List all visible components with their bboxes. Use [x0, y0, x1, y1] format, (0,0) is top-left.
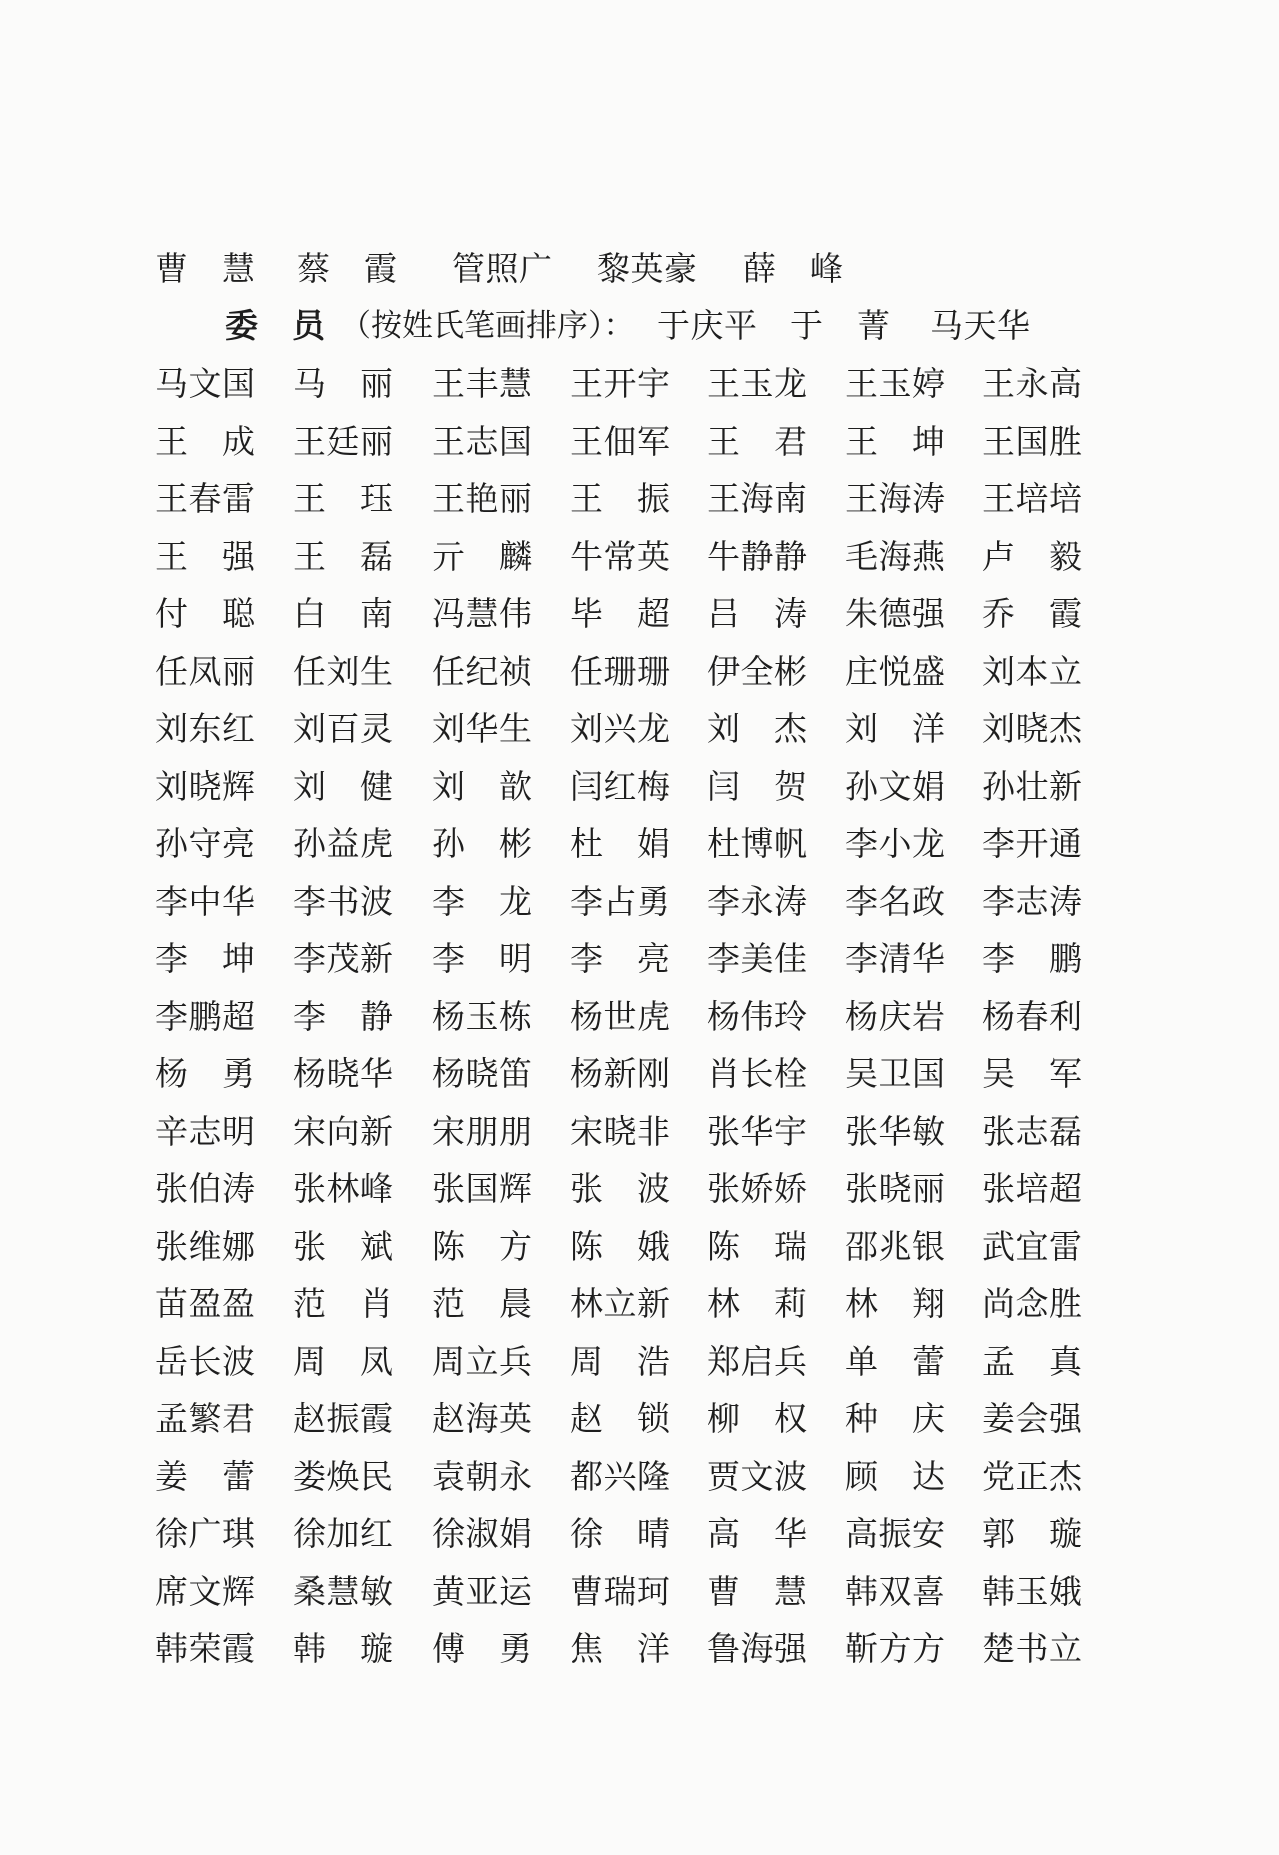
name-cell: 王 佃 军 [570, 422, 670, 461]
name-cell: 王 国 胜 [982, 422, 1082, 461]
name-cell: 单 蕾 [845, 1342, 945, 1381]
name-cell: 林 莉 [707, 1284, 807, 1323]
name-cell: 刘 本 立 [982, 652, 1082, 691]
name-cell: 赵 振 霞 [293, 1399, 393, 1438]
name-cell: 卢 毅 [982, 537, 1082, 576]
name-cell: 席 文 辉 [155, 1572, 255, 1611]
name-cell: 亓 麟 [432, 537, 532, 576]
name-cell: 李 明 [432, 939, 532, 978]
name-cell: 孙 壮 新 [982, 767, 1082, 806]
name-cell: 毕 超 [570, 594, 670, 633]
name-cell: 薛 峰 [743, 249, 843, 288]
name-cell: 李 鹏 [982, 939, 1082, 978]
name-cell: 李 鹏 超 [155, 997, 255, 1036]
name-cell: 傅 勇 [432, 1629, 532, 1668]
name-cell: 王 玉 婷 [845, 364, 945, 403]
name-cell: 杨 春 利 [982, 997, 1082, 1036]
name-cell: 王 廷 丽 [293, 422, 393, 461]
name-cell: 张 培 超 [982, 1169, 1082, 1208]
name-cell: 辛 志 明 [155, 1112, 255, 1151]
name-cell: 王 珏 [293, 479, 393, 518]
name-cell: 张 伯 涛 [155, 1169, 255, 1208]
name-cell: 黎 英 豪 [597, 249, 697, 288]
name-cell: 张 维 娜 [155, 1227, 255, 1266]
name-cell: 杨 勇 [155, 1054, 255, 1093]
name-cell: 李 亮 [570, 939, 670, 978]
name-cell: 吕 涛 [707, 594, 807, 633]
name-cell: 马 丽 [293, 364, 393, 403]
name-cell: 杨 世 虎 [570, 997, 670, 1036]
name-cell: 毛 海 燕 [845, 537, 945, 576]
name-cell: 王 磊 [293, 537, 393, 576]
name-cell: 孟 繁 君 [155, 1399, 255, 1438]
name-cell: 娄 焕 民 [293, 1457, 393, 1496]
name-cell: 宋 晓 非 [570, 1112, 670, 1151]
name-cell: 李 坤 [155, 939, 255, 978]
name-cell: 孙 彬 [432, 824, 532, 863]
name-cell: 贾 文 波 [707, 1457, 807, 1496]
name-cell: 于 菁 [790, 306, 890, 345]
name-cell: 王 开 宇 [570, 364, 670, 403]
name-cell: 党 正 杰 [982, 1457, 1082, 1496]
name-cell: 孙 益 虎 [293, 824, 393, 863]
name-cell: 李 中 华 [155, 882, 255, 921]
name-cell: 杨 新 刚 [570, 1054, 670, 1093]
name-cell: 刘 东 红 [155, 709, 255, 748]
name-cell: 岳 长 波 [155, 1342, 255, 1381]
name-cell: 王 志 国 [432, 422, 532, 461]
name-cell: 杨 晓 华 [293, 1054, 393, 1093]
name-cell: 刘 歆 [432, 767, 532, 806]
name-cell: 王 培 培 [982, 479, 1082, 518]
name-cell: 焦 洋 [570, 1629, 670, 1668]
name-cell: 孙 文 娟 [845, 767, 945, 806]
name-cell: 尚 念 胜 [982, 1284, 1082, 1323]
name-cell: 刘 百 灵 [293, 709, 393, 748]
name-cell: 李 开 通 [982, 824, 1082, 863]
name-cell: 范 晨 [432, 1284, 532, 1323]
name-cell: 黄 亚 运 [432, 1572, 532, 1611]
name-cell: 孟 真 [982, 1342, 1082, 1381]
name-cell: 武 宜 雷 [982, 1227, 1082, 1266]
name-cell: 郭 璇 [982, 1514, 1082, 1553]
sorting-note: （按姓氏笔画排序）： [340, 308, 635, 344]
name-cell: 刘 晓 杰 [982, 709, 1082, 748]
name-cell: 管 照 广 [452, 249, 552, 288]
name-cell: 郑 启 兵 [707, 1342, 807, 1381]
name-cell: 刘 晓 辉 [155, 767, 255, 806]
name-cell: 李 静 [293, 997, 393, 1036]
name-cell: 陈 娥 [570, 1227, 670, 1266]
name-cell: 韩 荣 霞 [155, 1629, 255, 1668]
name-cell: 楚 书 立 [982, 1629, 1082, 1668]
name-cell: 李 书 波 [293, 882, 393, 921]
name-cell: 闫 红 梅 [570, 767, 670, 806]
name-cell: 吴 卫 国 [845, 1054, 945, 1093]
name-cell: 蔡 霞 [297, 249, 397, 288]
name-cell: 都 兴 隆 [570, 1457, 670, 1496]
name-cell: 李 永 涛 [707, 882, 807, 921]
name-cell: 马 天 华 [930, 306, 1030, 345]
name-cell: 赵 海 英 [432, 1399, 532, 1438]
name-cell: 杨 玉 栋 [432, 997, 532, 1036]
name-cell: 高 振 安 [845, 1514, 945, 1553]
name-cell: 顾 达 [845, 1457, 945, 1496]
name-cell: 朱 德 强 [845, 594, 945, 633]
name-cell: 韩 双 喜 [845, 1572, 945, 1611]
name-cell: 王 玉 龙 [707, 364, 807, 403]
name-cell: 陈 瑞 [707, 1227, 807, 1266]
name-cell: 孙 守 亮 [155, 824, 255, 863]
name-cell: 李 清 华 [845, 939, 945, 978]
name-cell: 王 海 涛 [845, 479, 945, 518]
name-cell: 白 南 [293, 594, 393, 633]
name-cell: 柳 权 [707, 1399, 807, 1438]
name-cell: 王 振 [570, 479, 670, 518]
name-cell: 徐 淑 娟 [432, 1514, 532, 1553]
name-cell: 杜 博 帆 [707, 824, 807, 863]
name-cell: 靳 方 方 [845, 1629, 945, 1668]
name-cell: 张 波 [570, 1169, 670, 1208]
name-cell: 李 小 龙 [845, 824, 945, 863]
name-cell: 种 庆 [845, 1399, 945, 1438]
name-cell: 王 强 [155, 537, 255, 576]
name-cell: 刘 健 [293, 767, 393, 806]
name-cell: 林 立 新 [570, 1284, 670, 1323]
name-cell: 刘 洋 [845, 709, 945, 748]
name-cell: 桑 慧 敏 [293, 1572, 393, 1611]
name-cell: 李 龙 [432, 882, 532, 921]
name-cell: 刘 杰 [707, 709, 807, 748]
name-cell: 林 翔 [845, 1284, 945, 1323]
name-cell: 刘 兴 龙 [570, 709, 670, 748]
name-cell: 韩 玉 娥 [982, 1572, 1082, 1611]
name-cell: 周 立 兵 [432, 1342, 532, 1381]
name-cell: 李 名 政 [845, 882, 945, 921]
name-cell: 肖 长 栓 [707, 1054, 807, 1093]
name-cell: 牛 静 静 [707, 537, 807, 576]
name-cell: 任 珊 珊 [570, 652, 670, 691]
name-cell: 马 文 国 [155, 364, 255, 403]
name-cell: 高 华 [707, 1514, 807, 1553]
name-cell: 宋 朋 朋 [432, 1112, 532, 1151]
name-cell: 张 国 辉 [432, 1169, 532, 1208]
name-cell: 周 凤 [293, 1342, 393, 1381]
name-cell: 徐 广 琪 [155, 1514, 255, 1553]
name-cell: 王 成 [155, 422, 255, 461]
name-cell: 张 志 磊 [982, 1112, 1082, 1151]
name-cell: 杨 晓 笛 [432, 1054, 532, 1093]
name-cell: 鲁 海 强 [707, 1629, 807, 1668]
name-cell: 范 肖 [293, 1284, 393, 1323]
name-cell: 张 晓 丽 [845, 1169, 945, 1208]
name-cell: 李 茂 新 [293, 939, 393, 978]
name-cell: 杜 娟 [570, 824, 670, 863]
name-cell: 曹 瑞 珂 [570, 1572, 670, 1611]
name-cell: 韩 璇 [293, 1629, 393, 1668]
name-cell: 冯 慧 伟 [432, 594, 532, 633]
name-cell: 王 丰 慧 [432, 364, 532, 403]
name-cell: 闫 贺 [707, 767, 807, 806]
name-cell: 邵 兆 银 [845, 1227, 945, 1266]
name-cell: 赵 锁 [570, 1399, 670, 1438]
name-cell: 姜 会 强 [982, 1399, 1082, 1438]
name-cell: 牛 常 英 [570, 537, 670, 576]
name-cell: 王 春 雷 [155, 479, 255, 518]
name-cell: 庄 悦 盛 [845, 652, 945, 691]
name-cell: 刘 华 生 [432, 709, 532, 748]
name-cell: 袁 朝 永 [432, 1457, 532, 1496]
name-cell: 张 华 敏 [845, 1112, 945, 1151]
name-cell: 曹 慧 [155, 249, 255, 288]
name-cell: 乔 霞 [982, 594, 1082, 633]
name-cell: 徐 晴 [570, 1514, 670, 1553]
name-cell: 姜 蕾 [155, 1457, 255, 1496]
name-cell: 任 刘 生 [293, 652, 393, 691]
name-cell: 付 聪 [155, 594, 255, 633]
name-cell: 杨 庆 岩 [845, 997, 945, 1036]
name-cell: 吴 军 [982, 1054, 1082, 1093]
name-cell: 任 纪 祯 [432, 652, 532, 691]
name-cell: 王 永 高 [982, 364, 1082, 403]
name-cell: 张 林 峰 [293, 1169, 393, 1208]
name-cell: 曹 慧 [707, 1572, 807, 1611]
name-cell: 李 占 勇 [570, 882, 670, 921]
committee-label: 委 员 [225, 306, 325, 345]
name-cell: 陈 方 [432, 1227, 532, 1266]
name-cell: 张 娇 娇 [707, 1169, 807, 1208]
name-cell: 李 志 涛 [982, 882, 1082, 921]
name-cell: 伊 全 彬 [707, 652, 807, 691]
name-cell: 张 华 宇 [707, 1112, 807, 1151]
name-cell: 于 庆 平 [657, 306, 757, 345]
name-cell: 李 美 佳 [707, 939, 807, 978]
name-cell: 王 海 南 [707, 479, 807, 518]
name-cell: 张 斌 [293, 1227, 393, 1266]
name-cell: 杨 伟 玲 [707, 997, 807, 1036]
name-cell: 王 君 [707, 422, 807, 461]
name-cell: 王 坤 [845, 422, 945, 461]
name-cell: 任 凤 丽 [155, 652, 255, 691]
name-cell: 王 艳 丽 [432, 479, 532, 518]
name-cell: 周 浩 [570, 1342, 670, 1381]
name-cell: 宋 向 新 [293, 1112, 393, 1151]
name-cell: 徐 加 红 [293, 1514, 393, 1553]
name-cell: 苗 盈 盈 [155, 1284, 255, 1323]
